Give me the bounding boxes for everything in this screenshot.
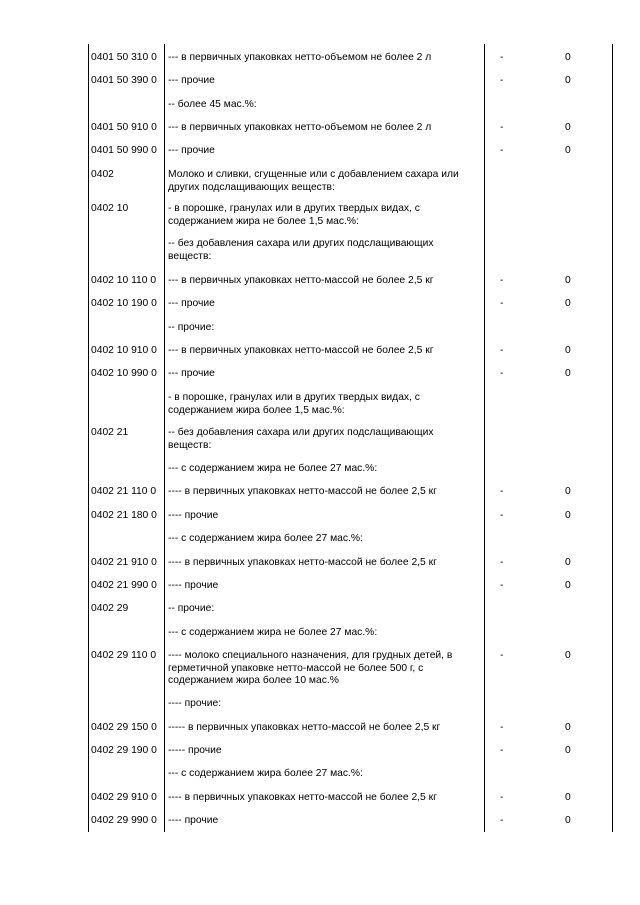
unit-cell: - xyxy=(500,345,504,356)
duty-cell: 0 xyxy=(565,486,571,497)
tariff-code: 0402 21 990 0 xyxy=(91,580,157,591)
description: -- прочие: xyxy=(168,322,215,333)
description: --- с содержанием жира не более 27 мас.%: xyxy=(168,627,378,638)
tariff-code: 0401 50 910 0 xyxy=(91,122,157,133)
duty-cell: 0 xyxy=(565,345,571,356)
description: ----- прочие xyxy=(168,745,222,756)
tariff-code: 0402 10 110 0 xyxy=(91,275,157,286)
description: Молоко и сливки, сгущенные или с добавлением сахара или других подслащивающих веществ: xyxy=(168,169,459,193)
tariff-code: 0402 29 xyxy=(91,603,129,614)
duty-cell: 0 xyxy=(565,650,571,661)
column-divider xyxy=(88,44,89,832)
unit-cell: - xyxy=(500,298,504,309)
description: - в порошке, гранулах или в других твердых видах, с содержанием жира не более 1,5 мас.%: xyxy=(168,203,420,227)
unit-cell: - xyxy=(500,486,504,497)
unit-cell: - xyxy=(500,122,504,133)
description: ---- в первичных упаковках нетто-массой не более 2,5 кг xyxy=(168,486,437,497)
tariff-code: 0402 xyxy=(91,169,114,180)
tariff-code: 0401 50 390 0 xyxy=(91,75,157,86)
description: --- в первичных упаковках нетто-массой не более 2,5 кг xyxy=(168,275,434,286)
duty-cell: 0 xyxy=(565,298,571,309)
unit-cell: - xyxy=(500,722,504,733)
duty-cell: 0 xyxy=(565,745,571,756)
tariff-code: 0402 29 910 0 xyxy=(91,792,157,803)
tariff-code: 0402 10 990 0 xyxy=(91,368,157,379)
unit-cell: - xyxy=(500,792,504,803)
duty-cell: 0 xyxy=(565,122,571,133)
description: --- в первичных упаковках нетто-объемом не более 2 л xyxy=(168,52,432,63)
tariff-code: 0402 29 150 0 xyxy=(91,722,157,733)
description: ---- в первичных упаковках нетто-массой не более 2,5 кг xyxy=(168,792,437,803)
unit-cell: - xyxy=(500,815,504,826)
unit-cell: - xyxy=(500,275,504,286)
description: --- прочие xyxy=(168,145,215,156)
description: -- прочие: xyxy=(168,603,215,614)
description: ---- прочие xyxy=(168,815,219,826)
description: --- в первичных упаковках нетто-массой не более 2,5 кг xyxy=(168,345,434,356)
unit-cell: - xyxy=(500,557,504,568)
unit-cell: - xyxy=(500,510,504,521)
duty-cell: 0 xyxy=(565,580,571,591)
description: --- прочие xyxy=(168,298,215,309)
duty-cell: 0 xyxy=(565,368,571,379)
tariff-code: 0402 21 110 0 xyxy=(91,486,157,497)
duty-cell: 0 xyxy=(565,557,571,568)
unit-cell: - xyxy=(500,52,504,63)
description: - в порошке, гранулах или в других твердых видах, с содержанием жира более 1,5 мас.%: xyxy=(168,392,420,416)
duty-cell: 0 xyxy=(565,275,571,286)
unit-cell: - xyxy=(500,745,504,756)
description: --- прочие xyxy=(168,75,215,86)
tariff-code: 0402 29 990 0 xyxy=(91,815,157,826)
description: --- прочие xyxy=(168,368,215,379)
duty-cell: 0 xyxy=(565,792,571,803)
duty-cell: 0 xyxy=(565,815,571,826)
duty-cell: 0 xyxy=(565,510,571,521)
tariff-code: 0402 21 910 0 xyxy=(91,557,157,568)
description: --- с содержанием жира не более 27 мас.%: xyxy=(168,463,378,474)
tariff-code: 0402 29 110 0 xyxy=(91,650,157,661)
description: --- с содержанием жира более 27 мас.%: xyxy=(168,533,363,544)
description: -- без добавления сахара или других подслащивающих веществ: xyxy=(168,238,434,262)
description: -- без добавления сахара или других подслащивающих веществ: xyxy=(168,427,434,451)
unit-cell: - xyxy=(500,368,504,379)
duty-cell: 0 xyxy=(565,722,571,733)
tariff-code: 0402 10 xyxy=(91,203,129,214)
tariff-code: 0402 10 190 0 xyxy=(91,298,157,309)
duty-cell: 0 xyxy=(565,52,571,63)
column-divider xyxy=(612,44,613,832)
description: ---- в первичных упаковках нетто-массой не более 2,5 кг xyxy=(168,557,437,568)
unit-cell: - xyxy=(500,75,504,86)
description: --- с содержанием жира более 27 мас.%: xyxy=(168,768,363,779)
duty-cell: 0 xyxy=(565,75,571,86)
column-divider xyxy=(484,44,485,832)
unit-cell: - xyxy=(500,145,504,156)
description: ---- молоко специального назначения, для грудных детей, в герметичной упаковке нетто-массой не более 500 г, с содержанием жира более 10 мас.% xyxy=(168,650,453,686)
tariff-code: 0401 50 990 0 xyxy=(91,145,157,156)
unit-cell: - xyxy=(500,650,504,661)
tariff-code: 0402 10 910 0 xyxy=(91,345,157,356)
description: ---- прочие xyxy=(168,510,219,521)
unit-cell: - xyxy=(500,580,504,591)
description: -- более 45 мас.%: xyxy=(168,99,257,110)
description: ----- в первичных упаковках нетто-массой не более 2,5 кг xyxy=(168,722,441,733)
tariff-code: 0401 50 310 0 xyxy=(91,52,157,63)
tariff-code: 0402 21 180 0 xyxy=(91,510,157,521)
description: ---- прочие: xyxy=(168,698,222,709)
description: --- в первичных упаковках нетто-объемом не более 2 л xyxy=(168,122,432,133)
duty-cell: 0 xyxy=(565,145,571,156)
description: ---- прочие xyxy=(168,580,219,591)
tariff-code: 0402 29 190 0 xyxy=(91,745,157,756)
column-divider xyxy=(164,44,165,832)
tariff-code: 0402 21 xyxy=(91,427,129,438)
